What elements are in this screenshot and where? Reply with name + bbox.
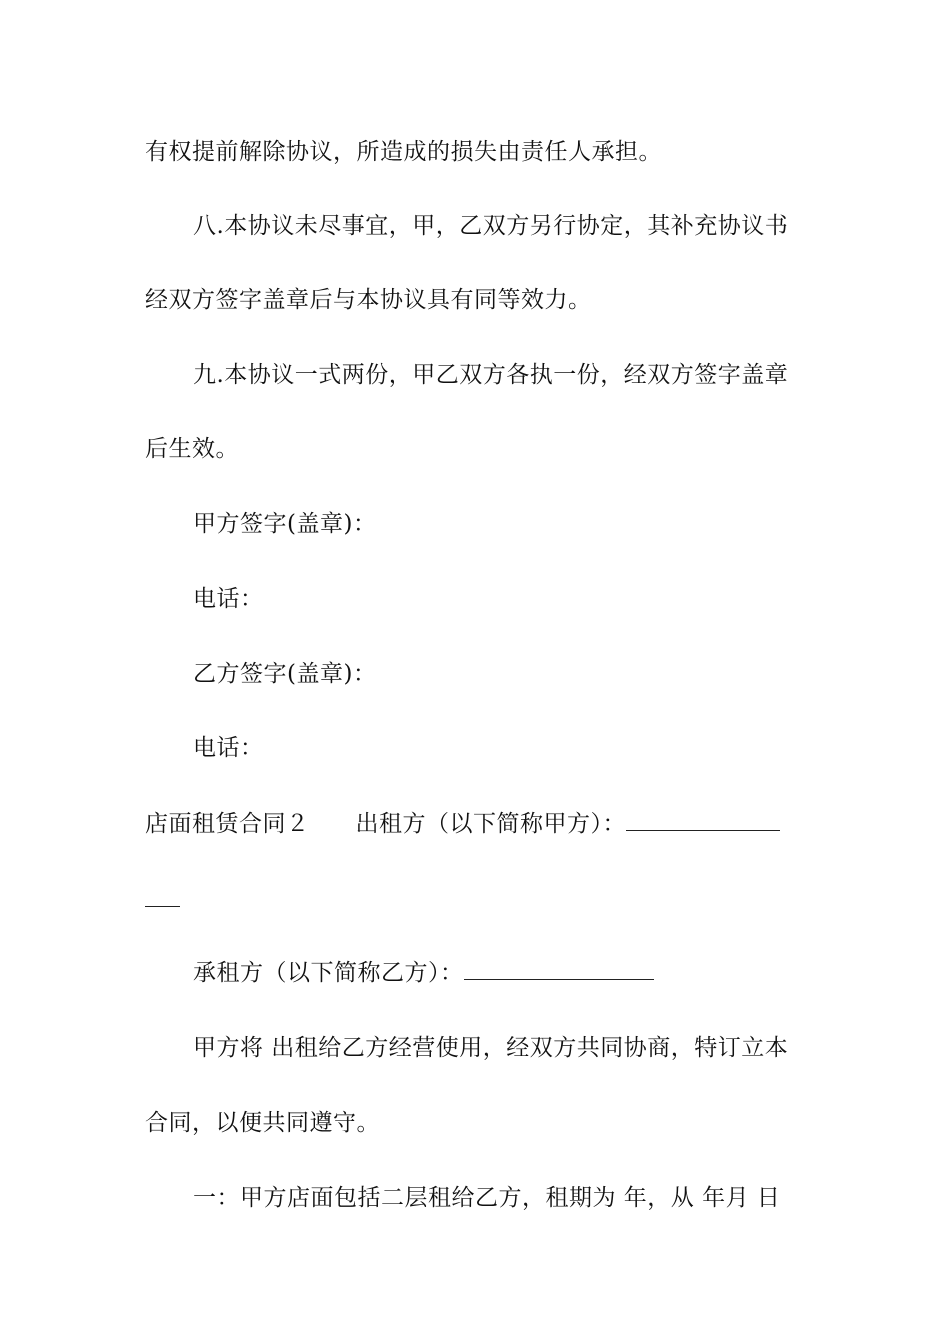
lessor-blank-continuation	[145, 906, 180, 907]
clause-8-line-2: 经双方签字盖章后与本协议具有同等效力。	[145, 287, 592, 313]
paragraph-line: 甲方将 出租给乙方经营使用，经双方共同协商，特订立本	[193, 1035, 789, 1061]
clause-9-line-1: 九.本协议一式两份，甲乙双方各执一份，经双方签字盖章	[193, 362, 789, 388]
party-a-phone-label: 电话：	[193, 586, 264, 612]
party-a-signature-label: 甲方签字(盖章)：	[193, 511, 377, 537]
party-b-signature-label: 乙方签字(盖章)：	[193, 661, 377, 687]
contract-title: 店面租赁合同２	[145, 811, 310, 837]
paragraph-line: 有权提前解除协议，所造成的损失由责任人承担。	[145, 139, 662, 165]
clause-9-line-2: 后生效。	[145, 436, 239, 462]
lessor-label: 出租方（以下简称甲方）：	[355, 811, 626, 837]
lessee-blank	[464, 957, 654, 980]
clause-1-line-1: 一：甲方店面包括二层租给乙方，租期为 年，从 年月 日	[193, 1185, 781, 1211]
lessee-label: 承租方（以下简称乙方）：	[193, 960, 464, 986]
party-b-phone-label: 电话：	[193, 735, 264, 761]
lessor-blank	[626, 808, 780, 831]
paragraph-line: 合同，以便共同遵守。	[145, 1110, 380, 1136]
lessee-line	[193, 957, 807, 988]
contract-header-line	[145, 808, 807, 839]
clause-8-line-1: 八.本协议未尽事宜，甲，乙双方另行协定，其补充协议书	[193, 213, 789, 239]
